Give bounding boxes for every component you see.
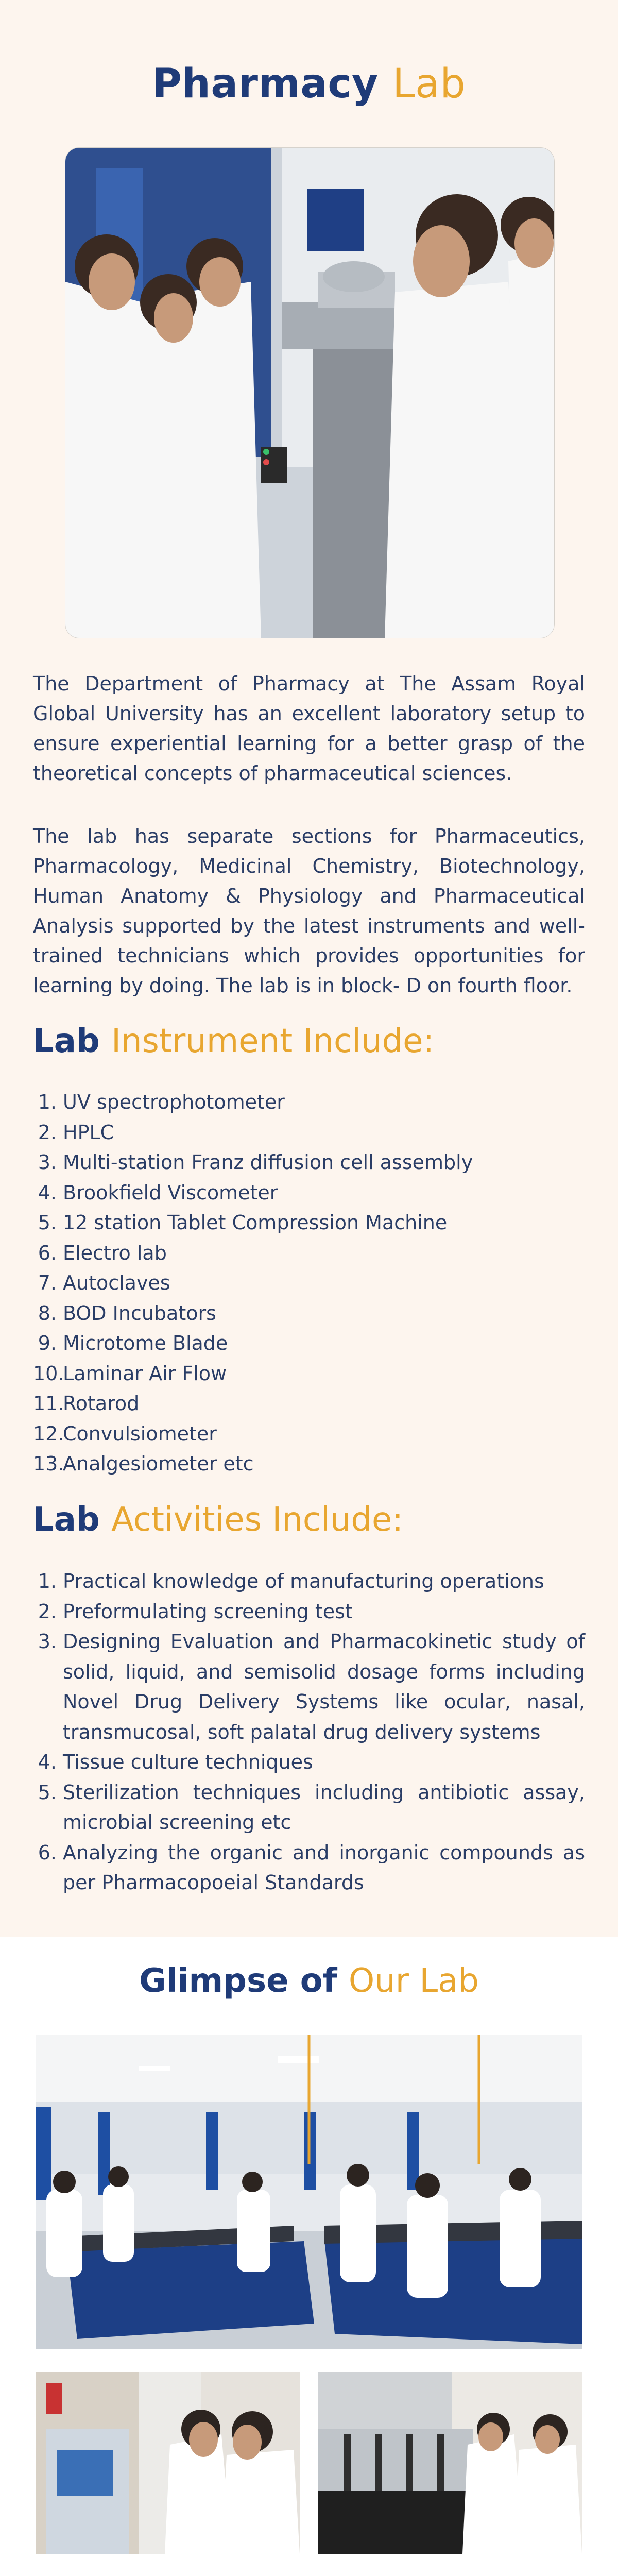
list-item: 11. Rotarod	[33, 1392, 140, 1415]
page-title	[0, 61, 618, 107]
list-item: 9. Microtome Blade	[38, 1332, 228, 1354]
gallery-heading-part1: Glimpse of	[139, 1962, 337, 2000]
list-item: 2. HPLC	[38, 1121, 114, 1144]
list-item: 3. Multi-station Franz diffusion cell assembly	[38, 1151, 473, 1174]
title-part2: Lab	[392, 61, 466, 107]
gallery-heading	[0, 1962, 618, 2000]
list-item: 12. Convulsiometer	[33, 1422, 217, 1445]
list-item: 2. Preformulating screening test	[38, 1600, 353, 1623]
instruments-heading	[33, 1022, 434, 1060]
list-item: 4. Brookfield Viscometer	[38, 1181, 278, 1204]
instruments-heading-part1: Lab	[33, 1022, 100, 1060]
list-item: 7. Autoclaves	[38, 1272, 170, 1294]
list-item: 10. Laminar Air Flow	[33, 1362, 227, 1385]
list-item: 1. UV spectrophotometer	[38, 1091, 285, 1113]
activities-heading-part1: Lab	[33, 1501, 100, 1539]
intro-paragraph-1: The Department of Pharmacy at The Assam Royal Global University has an excellent laboratory setup to ensure experiential learning for a better grasp of the theoretical concepts of pharmaceutical sciences.	[33, 672, 585, 785]
list-item: 8. BOD Incubators	[38, 1301, 216, 1325]
list-item: 6. Electro lab	[38, 1241, 167, 1264]
hero-lab-photo	[65, 147, 555, 638]
list-item: 3. Designing Evaluation and Pharmacokinetic study of solid, liquid, and semisolid dosage forms including Novel Drug Delivery Systems like ocular, nasal, transmucosal, soft palatal drug delivery systems	[38, 1630, 585, 1743]
gallery-heading-part2: Our Lab	[348, 1962, 479, 2000]
activity-list	[33, 1566, 585, 1898]
list-item: 4. Tissue culture techniques	[38, 1751, 313, 1773]
instrument-list	[33, 1087, 585, 1479]
list-item: 1. Practical knowledge of manufacturing operations	[38, 1570, 544, 1592]
instruments-heading-part2: Instrument Include:	[111, 1022, 435, 1060]
gallery-photo-instrument	[36, 2372, 300, 2554]
list-item: 5. Sterilization techniques including antibiotic assay, microbial screening etc	[38, 1781, 585, 1834]
intro-paragraph-2: The lab has separate sections for Pharmaceutics, Pharmacology, Medicinal Chemistry, Biotechnology, Human Anatomy & Physiology and Pharmaceutical Analysis supported by the latest instruments and well-trained technicians which provides opportunities for learning by doing. The lab is in block- D on fourth floor.	[33, 825, 585, 997]
gallery-photo-dissolution-apparatus	[318, 2372, 582, 2554]
activities-heading-part2: Activities Include:	[111, 1501, 403, 1539]
list-item: 5. 12 station Tablet Compression Machine	[38, 1211, 448, 1234]
list-item: 6. Analyzing the organic and inorganic compounds as per Pharmacopoeial Standards	[38, 1841, 585, 1894]
gallery-photo-lab-overview	[36, 2035, 582, 2349]
list-item: 13. Analgesiometer etc	[33, 1452, 254, 1475]
title-part1: Pharmacy	[152, 61, 379, 107]
activities-heading	[33, 1501, 403, 1539]
